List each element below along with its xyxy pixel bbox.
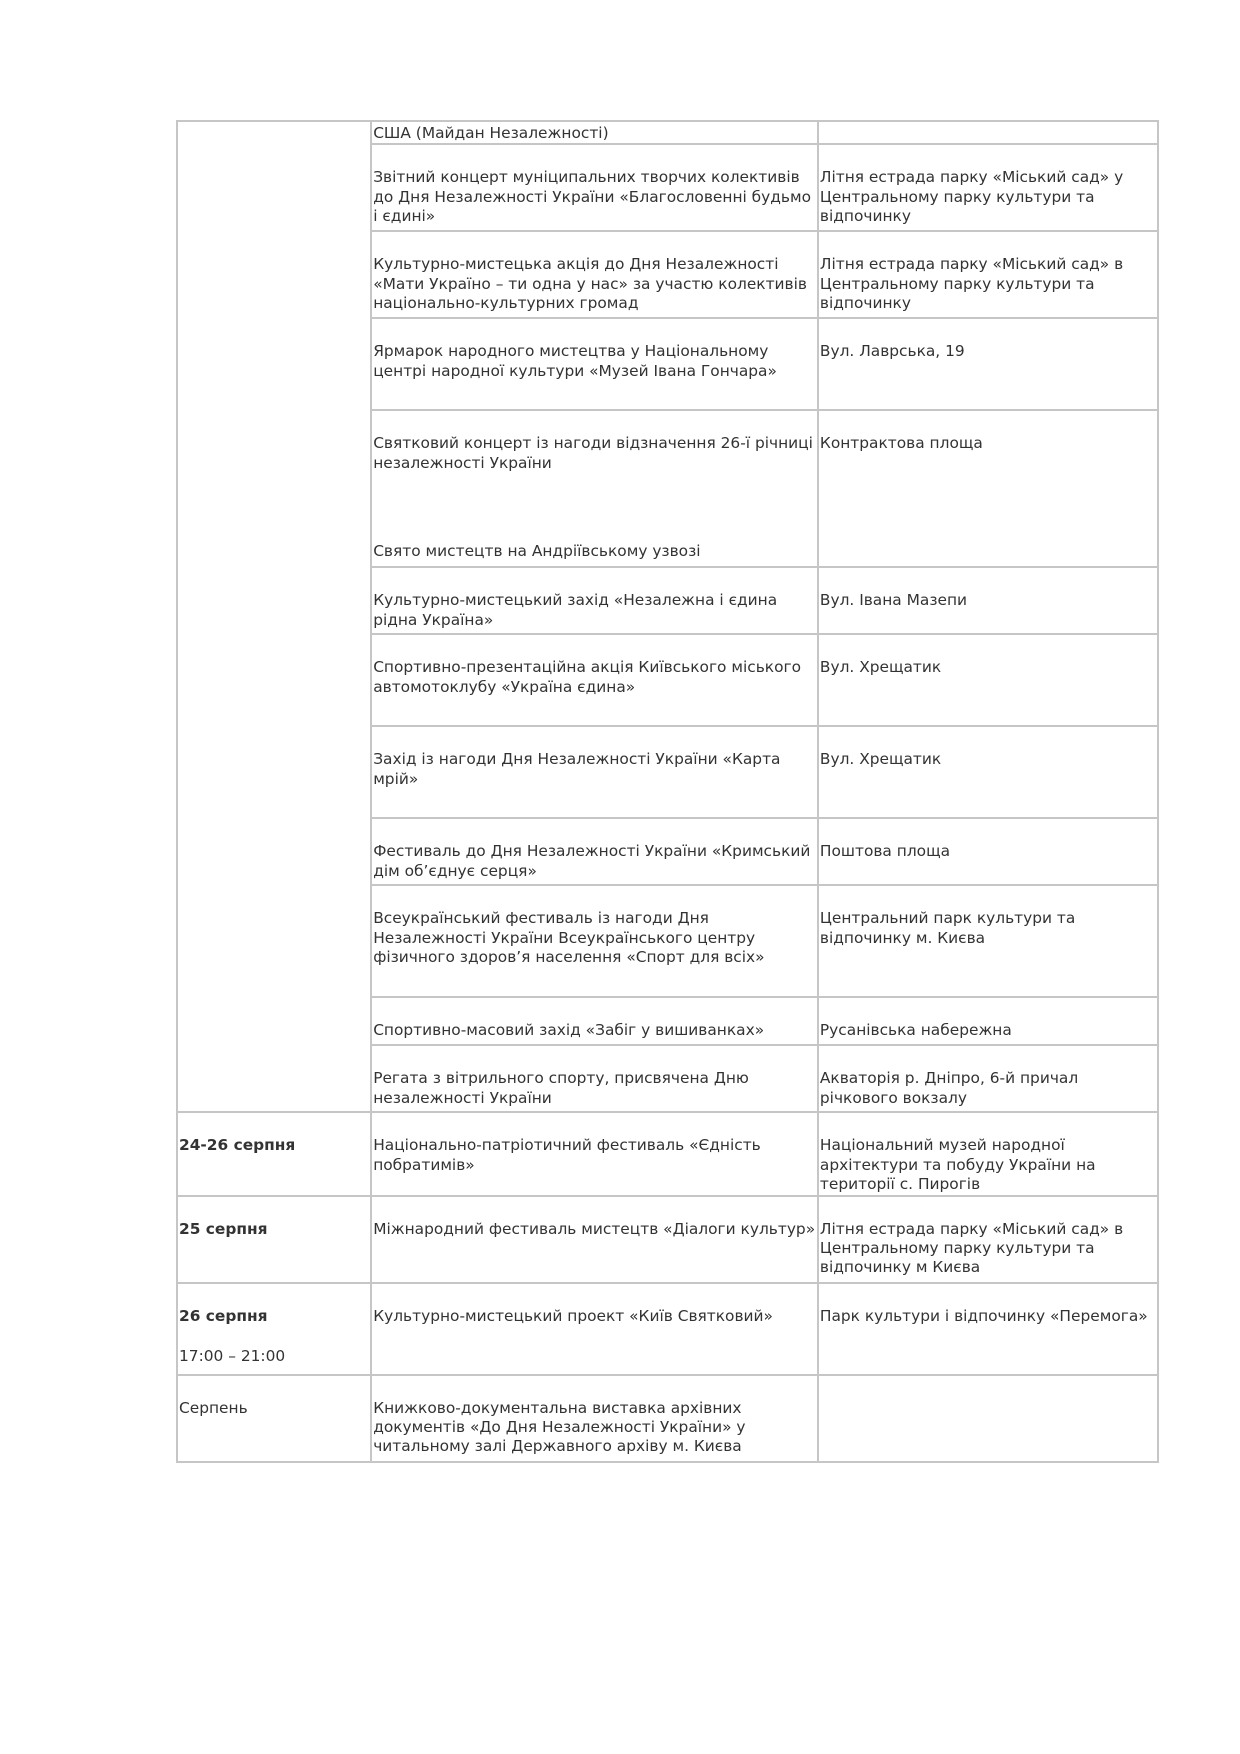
date-cell	[177, 1112, 371, 1195]
place-text: Акваторія р. Дніпро, 6-й причал річкового вокзалу	[819, 1069, 1079, 1107]
date-cell	[177, 1375, 371, 1462]
event-text: Культурно-мистецький проект «Київ Святковий»	[373, 1306, 773, 1325]
date-cell	[177, 1283, 371, 1375]
event-text: Регата з вітрильного спорту, присвячена Дню незалежності України	[373, 1069, 749, 1107]
table-row	[177, 121, 1158, 144]
event-cell	[371, 634, 818, 726]
place-text: Центральний парк культури та відпочинку м. Києва	[819, 909, 1076, 947]
place-text: Літня естрада парку «Міський сад» в Центральному парку культури та відпочинку	[819, 255, 1124, 313]
place-text: Літня естрада парку «Міський сад» у Центральному парку культури та відпочинку	[819, 168, 1124, 226]
event-text: Книжково-документальна виставка архівних документів «До Дня Незалежності України» у читальному залі Державного архіву м. Києва	[373, 1398, 746, 1456]
table-row	[177, 1283, 1158, 1375]
event-text: Культурно-мистецька акція до Дня Незалежності «Мати Україно – ти одна у нас» за участю колективів національно-культурних громад	[373, 255, 807, 313]
event-cell	[371, 726, 818, 818]
event-text: Захід із нагоди Дня Незалежності України «Карта мрій»	[373, 750, 781, 788]
event-text: Всеукраїнський фестиваль із нагоди Дня Незалежності України Всеукраїнського центру фізичного здоров’я населення «Спорт для всіх»	[373, 909, 765, 967]
place-cell	[818, 121, 1158, 144]
date-cell	[177, 121, 371, 1112]
event-text-secondary: Свято мистецтв на Андріївському узвозі	[373, 542, 701, 561]
place-cell	[818, 1045, 1158, 1112]
event-cell	[371, 410, 818, 567]
place-cell	[818, 885, 1158, 997]
event-text: Ярмарок народного мистецтва у Національному центрі народної культури «Музей Івана Гончара»	[373, 342, 777, 380]
place-text: Літня естрада парку «Міський сад» в Центральному парку культури та відпочинку м Києва	[819, 1219, 1124, 1277]
place-text: Вул. Івана Мазепи	[819, 591, 968, 610]
date-cell	[177, 1196, 371, 1283]
place-cell	[818, 567, 1158, 634]
place-cell	[818, 1283, 1158, 1375]
place-cell	[818, 997, 1158, 1045]
date-text: 25 серпня	[179, 1219, 268, 1238]
place-cell	[818, 726, 1158, 818]
time-text: 17:00 – 21:00	[179, 1347, 286, 1366]
event-cell	[371, 144, 818, 231]
place-text: Національний музей народної архітектури та побуду України на території с. Пирогів	[819, 1136, 1096, 1194]
event-cell	[371, 318, 818, 410]
place-cell	[818, 634, 1158, 726]
place-cell	[818, 818, 1158, 885]
table-row	[177, 1375, 1158, 1462]
place-cell	[818, 1375, 1158, 1462]
place-text: Парк культури і відпочинку «Перемога»	[819, 1306, 1148, 1325]
event-text: США (Майдан Незалежності)	[373, 124, 609, 142]
date-text: 26 серпня	[179, 1306, 268, 1325]
place-text: Вул. Хрещатик	[819, 658, 942, 677]
place-cell	[818, 1112, 1158, 1195]
event-text: Національно-патріотичний фестиваль «Єдність побратимів»	[373, 1136, 761, 1174]
event-cell	[371, 121, 818, 144]
place-cell	[818, 231, 1158, 318]
place-cell	[818, 410, 1158, 567]
place-text: Поштова площа	[819, 842, 950, 861]
place-text: Контрактова площа	[819, 434, 983, 453]
event-text: Святковий концерт із нагоди відзначення 26-ї річниці незалежності України	[373, 434, 813, 472]
place-cell	[818, 1196, 1158, 1283]
event-text: Звітний концерт муніципальних творчих колективів до Дня Незалежності України «Благословенні будьмо і єдині»	[373, 168, 812, 226]
event-cell	[371, 231, 818, 318]
place-cell	[818, 318, 1158, 410]
event-text: Спортивно-презентаційна акція Київського міського автомотоклубу «Україна єдина»	[373, 658, 801, 696]
event-cell	[371, 567, 818, 634]
date-text: Серпень	[179, 1398, 248, 1417]
table-row	[177, 1112, 1158, 1195]
event-text: Фестиваль до Дня Незалежності України «Кримський дім об’єднує серця»	[373, 842, 811, 880]
place-text: Русанівська набережна	[819, 1021, 1012, 1040]
table-row	[177, 1196, 1158, 1283]
event-cell	[371, 1196, 818, 1283]
place-text: Вул. Хрещатик	[819, 750, 942, 769]
event-cell	[371, 885, 818, 997]
place-cell	[818, 144, 1158, 231]
event-cell	[371, 1375, 818, 1462]
event-text: Міжнародний фестиваль мистецтв «Діалоги культур»	[373, 1219, 816, 1238]
date-text: 24-26 серпня	[179, 1136, 296, 1155]
event-cell	[371, 1112, 818, 1195]
event-cell	[371, 818, 818, 885]
event-cell	[371, 997, 818, 1045]
event-cell	[371, 1283, 818, 1375]
events-table-body	[177, 121, 1158, 1462]
event-text: Спортивно-масовий захід «Забіг у вишиванках»	[373, 1021, 765, 1040]
events-table	[176, 120, 1159, 1463]
event-cell	[371, 1045, 818, 1112]
place-text: Вул. Лаврська, 19	[819, 342, 965, 361]
event-text: Культурно-мистецький захід «Незалежна і єдина рідна Україна»	[373, 591, 778, 629]
